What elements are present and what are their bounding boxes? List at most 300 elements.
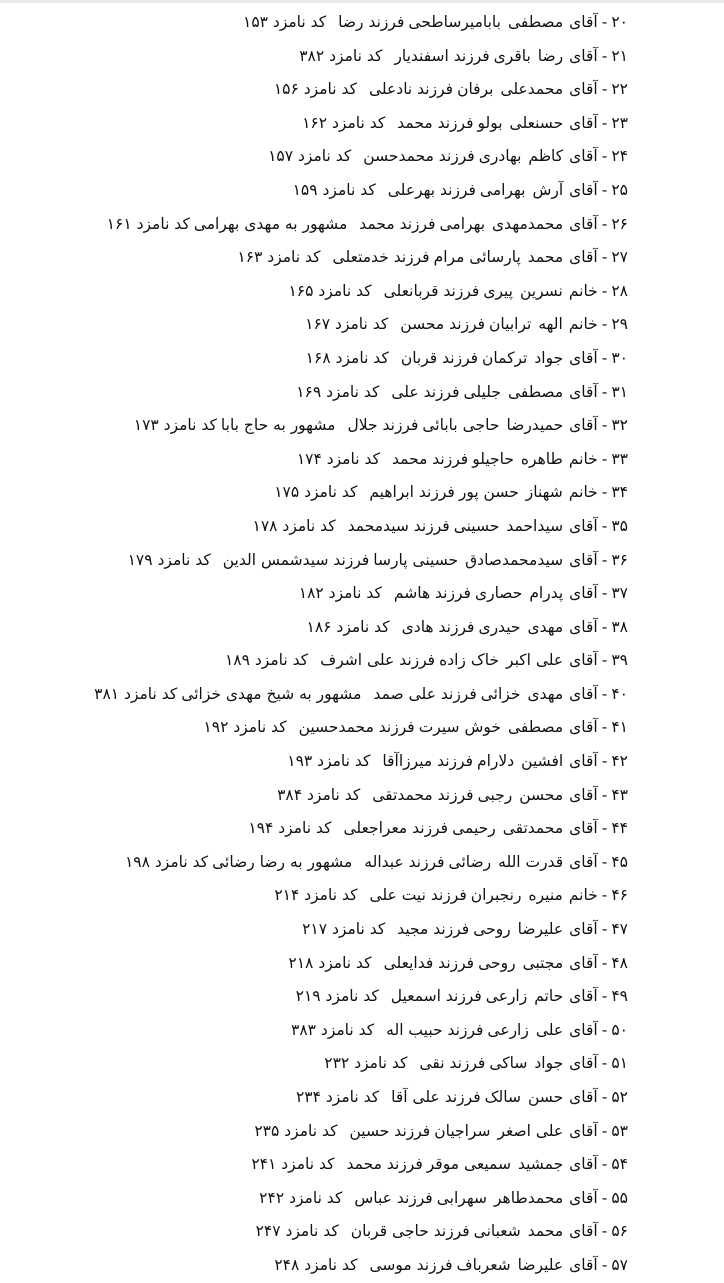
first-name: علیرضا bbox=[517, 1255, 564, 1274]
first-name: مهدی bbox=[527, 617, 564, 636]
first-name: محمدمهدی bbox=[492, 214, 564, 233]
candidate-code: کد نامزد ۳۸۲ bbox=[299, 46, 383, 65]
candidate-code: کد نامزد ۱۶۱ bbox=[106, 214, 190, 233]
father-name: فرزند محمدحسن bbox=[363, 147, 475, 166]
row-number: ۳۷ bbox=[611, 584, 628, 603]
first-name: شهناز bbox=[525, 483, 563, 502]
father-name: فرزند نقی bbox=[419, 1054, 486, 1073]
first-name: محمدعلی bbox=[500, 80, 564, 99]
row-separator: - bbox=[601, 617, 608, 636]
row-separator: - bbox=[601, 13, 608, 31]
row-separator: - bbox=[601, 718, 608, 737]
row-separator: - bbox=[601, 449, 608, 468]
honorific: آقای bbox=[569, 852, 598, 871]
candidate-row bbox=[0, 779, 628, 813]
last-name: رنجبران bbox=[470, 886, 522, 905]
father-name: فرزند محمد bbox=[397, 113, 474, 132]
candidate-row bbox=[0, 140, 628, 174]
honorific: آقای bbox=[569, 1222, 598, 1241]
last-name: خوش سیرت bbox=[418, 718, 501, 737]
father-name: فرزند جلال bbox=[347, 416, 419, 435]
candidate-code: کد نامزد ۲۴۲ bbox=[259, 1188, 343, 1207]
honorific: آقای bbox=[569, 651, 598, 670]
last-name: سالک bbox=[484, 1088, 521, 1106]
candidate-row bbox=[0, 342, 628, 376]
father-name: فرزند سیدشمس الدین bbox=[222, 550, 370, 569]
last-name: بابامیرساطحی bbox=[408, 13, 501, 31]
last-name: حسینی پارسا bbox=[373, 550, 459, 569]
candidate-row bbox=[0, 846, 628, 880]
last-name: بهرامی bbox=[439, 214, 486, 233]
first-name: رضا bbox=[537, 46, 564, 65]
row-number: ۳۳ bbox=[611, 449, 628, 468]
row-separator: - bbox=[601, 348, 608, 367]
father-name: فرزند فدایعلی bbox=[383, 953, 475, 972]
honorific: آقای bbox=[569, 1155, 598, 1174]
row-number: ۳۲ bbox=[611, 416, 628, 435]
father-name: فرزند بهرعلی bbox=[387, 180, 476, 199]
father-name: فرزند محمدحسین bbox=[298, 718, 415, 737]
last-name: زارعی bbox=[485, 987, 528, 1006]
candidate-row bbox=[0, 1115, 628, 1149]
candidate-row bbox=[0, 510, 628, 544]
candidate-code: کد نامزد ۱۷۸ bbox=[252, 516, 336, 535]
father-name: فرزند محمدتقی bbox=[372, 785, 474, 804]
honorific: آقای bbox=[569, 248, 598, 267]
row-separator: - bbox=[601, 920, 608, 939]
candidate-row bbox=[0, 577, 628, 611]
honorific: خانم bbox=[568, 449, 598, 468]
candidate-row bbox=[0, 947, 628, 981]
honorific: آقای bbox=[569, 46, 598, 65]
candidate-row bbox=[0, 1047, 628, 1081]
father-name: فرزند معراجعلی bbox=[343, 819, 449, 838]
father-name: فرزند ابراهیم bbox=[369, 483, 455, 502]
first-name: سیدمحمدصادق bbox=[465, 550, 564, 569]
candidate-code: کد نامزد ۲۴۷ bbox=[255, 1222, 339, 1241]
father-name: فرزند محمد bbox=[391, 449, 469, 468]
father-name: فرزند سیدمحمد bbox=[347, 516, 450, 535]
row-number: ۲۵ bbox=[611, 180, 628, 199]
row-separator: - bbox=[601, 516, 608, 535]
row-separator: - bbox=[601, 651, 608, 670]
candidate-row bbox=[0, 476, 628, 510]
honorific: آقای bbox=[569, 113, 598, 132]
candidate-row bbox=[0, 241, 628, 275]
father-name: فرزند قربان bbox=[400, 348, 479, 367]
honorific: خانم bbox=[568, 281, 598, 300]
father-name: فرزند محمد bbox=[346, 1155, 423, 1174]
row-separator: - bbox=[601, 1054, 608, 1073]
candidate-row bbox=[0, 6, 628, 40]
candidate-code: کد نامزد ۱۹۲ bbox=[203, 718, 287, 737]
candidate-row bbox=[0, 73, 628, 107]
honorific: آقای bbox=[569, 718, 598, 737]
row-separator: - bbox=[601, 584, 608, 603]
first-name: محمدطاهر bbox=[493, 1188, 564, 1207]
known-as: مشهور به شیخ مهدی خزائی bbox=[181, 684, 362, 703]
first-name: پدرام bbox=[529, 584, 564, 603]
known-as: مشهور به مهدی بهرامی bbox=[193, 214, 348, 233]
honorific: آقای bbox=[569, 550, 598, 569]
honorific: آقای bbox=[569, 920, 598, 939]
row-number: ۳۰ bbox=[611, 348, 628, 367]
row-number: ۲۷ bbox=[611, 248, 628, 267]
row-number: ۵۷ bbox=[611, 1255, 628, 1274]
row-separator: - bbox=[601, 953, 608, 972]
honorific: آقای bbox=[569, 1255, 598, 1274]
row-number: ۴۳ bbox=[611, 785, 628, 804]
row-number: ۳۶ bbox=[611, 550, 628, 569]
row-number: ۲۹ bbox=[611, 315, 628, 334]
father-name: فرزند علی صمد bbox=[373, 684, 477, 703]
candidate-code: کد نامزد ۱۵۳ bbox=[243, 13, 327, 31]
last-name: حسن پور bbox=[458, 483, 519, 502]
last-name: حصاری bbox=[474, 584, 523, 603]
father-name: فرزند قربانعلی bbox=[383, 281, 480, 300]
first-name: کاظم bbox=[528, 147, 564, 166]
last-name: شعرباف bbox=[456, 1255, 511, 1274]
father-name: فرزند رضا bbox=[338, 13, 405, 31]
first-name: حاتم bbox=[534, 987, 564, 1006]
first-name: مصطفی bbox=[507, 718, 564, 737]
candidate-code: کد نامزد ۲۳۲ bbox=[324, 1054, 408, 1073]
first-name: محمد bbox=[527, 248, 564, 267]
honorific: آقای bbox=[569, 953, 598, 972]
row-number: ۵۳ bbox=[611, 1121, 628, 1140]
last-name: روحی bbox=[478, 953, 516, 972]
last-name: برفان bbox=[457, 80, 494, 99]
last-name: حیدری bbox=[478, 617, 521, 636]
first-name: علی اصغر bbox=[497, 1121, 564, 1140]
father-name: فرزند اسمعیل bbox=[390, 987, 482, 1006]
father-name: فرزند هادی bbox=[401, 617, 475, 636]
candidate-row bbox=[0, 711, 628, 745]
row-number: ۴۷ bbox=[611, 920, 628, 939]
first-name: علی اکبر bbox=[506, 651, 564, 670]
last-name: سهرابی bbox=[436, 1188, 487, 1207]
candidate-code: کد نامزد ۱۵۹ bbox=[292, 180, 376, 199]
row-separator: - bbox=[601, 80, 608, 99]
honorific: خانم bbox=[568, 315, 598, 334]
candidate-row bbox=[0, 745, 628, 779]
last-name: خاک زاده bbox=[439, 651, 500, 670]
row-number: ۴۹ bbox=[611, 987, 628, 1006]
last-name: سمیعی موقر bbox=[426, 1155, 511, 1174]
page-top-edge bbox=[0, 0, 724, 3]
candidate-row bbox=[0, 1014, 628, 1048]
candidate-row bbox=[0, 1148, 628, 1182]
row-separator: - bbox=[601, 483, 608, 502]
row-number: ۲۴ bbox=[611, 147, 628, 166]
candidate-row bbox=[0, 1215, 628, 1249]
candidate-code: کد نامزد ۱۷۵ bbox=[274, 483, 358, 502]
last-name: بهرامی bbox=[479, 180, 526, 199]
row-number: ۴۸ bbox=[611, 953, 628, 972]
honorific: آقای bbox=[569, 1121, 598, 1140]
last-name: شعبانی bbox=[473, 1222, 521, 1241]
last-name: رجبی bbox=[477, 785, 513, 804]
last-name: پارسائی مرام bbox=[433, 248, 521, 267]
row-number: ۲۶ bbox=[611, 214, 628, 233]
father-name: فرزند نیت علی bbox=[369, 886, 467, 905]
row-number: ۳۴ bbox=[611, 483, 628, 502]
row-separator: - bbox=[601, 147, 608, 166]
row-number: ۲۰ bbox=[611, 13, 628, 31]
candidate-code: کد نامزد ۳۸۱ bbox=[94, 684, 178, 703]
candidate-list bbox=[0, 6, 628, 1283]
last-name: ترکمان bbox=[482, 348, 528, 367]
row-separator: - bbox=[601, 987, 608, 1006]
first-name: محمد bbox=[527, 1222, 564, 1241]
row-number: ۴۰ bbox=[611, 684, 628, 703]
candidate-code: کد نامزد ۱۶۲ bbox=[302, 113, 386, 132]
father-name: فرزند محسن bbox=[400, 315, 486, 334]
honorific: آقای bbox=[569, 785, 598, 804]
last-name: ساکی bbox=[489, 1054, 528, 1073]
candidate-code: کد نامزد ۲۱۸ bbox=[288, 953, 372, 972]
father-name: فرزند حبیب اله bbox=[386, 1020, 484, 1039]
honorific: آقای bbox=[569, 1054, 598, 1073]
row-separator: - bbox=[601, 248, 608, 267]
honorific: آقای bbox=[569, 416, 598, 435]
honorific: خانم bbox=[568, 483, 598, 502]
candidate-row bbox=[0, 678, 628, 712]
row-separator: - bbox=[601, 852, 608, 871]
first-name: جواد bbox=[534, 348, 564, 367]
honorific: آقای bbox=[569, 819, 598, 838]
candidate-code: کد نامزد ۲۴۸ bbox=[274, 1255, 358, 1274]
candidate-row bbox=[0, 913, 628, 947]
candidate-row bbox=[0, 980, 628, 1014]
last-name: پیری bbox=[483, 281, 513, 300]
first-name: منیره bbox=[528, 886, 563, 905]
candidate-row bbox=[0, 208, 628, 242]
first-name: سیداحمد bbox=[506, 516, 564, 535]
father-name: فرزند عباس bbox=[354, 1188, 433, 1207]
candidate-code: کد نامزد ۲۳۴ bbox=[295, 1088, 380, 1106]
first-name: حمیدرضا bbox=[506, 416, 564, 435]
first-name: مصطفی bbox=[507, 382, 564, 401]
first-name: نسرین bbox=[520, 281, 563, 300]
row-separator: - bbox=[601, 819, 608, 838]
father-name: فرزند مجید bbox=[397, 920, 470, 939]
father-name: فرزند میرزاآقا bbox=[382, 752, 473, 771]
row-number: ۵۶ bbox=[611, 1222, 628, 1241]
first-name: حسن bbox=[527, 1088, 564, 1106]
last-name: حاجیلو bbox=[472, 449, 514, 468]
row-number: ۴۱ bbox=[611, 718, 628, 737]
honorific: خانم bbox=[568, 886, 598, 905]
last-name: بهادری bbox=[478, 147, 522, 166]
candidate-row bbox=[0, 812, 628, 846]
father-name: فرزند اسفندیار bbox=[394, 46, 490, 65]
first-name: حسنعلی bbox=[509, 113, 564, 132]
first-name: محمدتقی bbox=[502, 819, 564, 838]
candidate-row bbox=[0, 1249, 628, 1283]
candidate-row bbox=[0, 308, 628, 342]
candidate-code: کد نامزد ۳۸۳ bbox=[291, 1020, 375, 1039]
row-number: ۵۵ bbox=[611, 1188, 628, 1207]
candidate-code: کد نامزد ۲۱۹ bbox=[295, 987, 379, 1006]
row-separator: - bbox=[601, 752, 608, 771]
row-separator: - bbox=[601, 684, 608, 703]
father-name: فرزند عبداله bbox=[364, 852, 445, 871]
candidate-code: کد نامزد ۲۱۴ bbox=[274, 886, 358, 905]
candidate-code: کد نامزد ۱۶۳ bbox=[237, 248, 321, 267]
candidate-row bbox=[0, 544, 628, 578]
honorific: آقای bbox=[569, 147, 598, 166]
last-name: بولو bbox=[477, 113, 503, 132]
honorific: آقای bbox=[569, 752, 598, 771]
honorific: آقای bbox=[569, 382, 598, 401]
honorific: آقای bbox=[569, 180, 598, 199]
first-name: مهدی bbox=[527, 684, 564, 703]
honorific: آقای bbox=[569, 80, 598, 99]
row-separator: - bbox=[601, 214, 608, 233]
row-number: ۳۵ bbox=[611, 516, 628, 535]
honorific: آقای bbox=[569, 214, 598, 233]
father-name: فرزند علی bbox=[391, 382, 460, 401]
candidate-code: کد نامزد ۱۸۶ bbox=[306, 617, 390, 636]
row-separator: - bbox=[601, 785, 608, 804]
father-name: فرزند علی اشرف bbox=[320, 651, 436, 670]
father-name: فرزند هاشم bbox=[393, 584, 471, 603]
row-number: ۲۳ bbox=[611, 113, 628, 132]
candidate-code: کد نامزد ۱۶۹ bbox=[296, 382, 380, 401]
candidate-row bbox=[0, 443, 628, 477]
candidate-code: کد نامزد ۱۷۴ bbox=[296, 449, 380, 468]
father-name: فرزند موسی bbox=[369, 1255, 453, 1274]
row-number: ۴۵ bbox=[611, 852, 628, 871]
last-name: رضائی bbox=[448, 852, 492, 871]
last-name: روحی bbox=[473, 920, 511, 939]
candidate-code: کد نامزد ۱۹۴ bbox=[248, 819, 332, 838]
known-as: مشهور به حاج بابا bbox=[220, 416, 336, 435]
father-name: فرزند محمد bbox=[359, 214, 436, 233]
candidate-code: کد نامزد ۳۸۴ bbox=[277, 785, 361, 804]
row-number: ۵۱ bbox=[611, 1054, 628, 1073]
candidate-row bbox=[0, 174, 628, 208]
row-number: ۲۲ bbox=[611, 80, 628, 99]
honorific: آقای bbox=[569, 584, 598, 603]
father-name: فرزند نادعلی bbox=[369, 80, 454, 99]
first-name: علی bbox=[535, 1020, 564, 1039]
row-separator: - bbox=[601, 416, 608, 435]
row-number: ۴۴ bbox=[611, 819, 628, 838]
row-separator: - bbox=[601, 1088, 608, 1106]
honorific: آقای bbox=[569, 516, 598, 535]
candidate-row bbox=[0, 1182, 628, 1216]
father-name: فرزند خدمتعلی bbox=[332, 248, 430, 267]
candidate-row bbox=[0, 879, 628, 913]
first-name: آرش bbox=[532, 180, 564, 199]
first-name: مجتبی bbox=[522, 953, 564, 972]
row-number: ۵۲ bbox=[611, 1088, 628, 1106]
row-separator: - bbox=[601, 281, 608, 300]
row-number: ۲۸ bbox=[611, 281, 628, 300]
candidate-code: کد نامزد ۱۵۶ bbox=[273, 80, 357, 99]
row-separator: - bbox=[601, 1188, 608, 1207]
honorific: آقای bbox=[569, 1020, 598, 1039]
row-separator: - bbox=[601, 1222, 608, 1241]
father-name: فرزند حسین bbox=[349, 1121, 431, 1140]
candidate-code: کد نامزد ۱۸۹ bbox=[224, 651, 309, 670]
row-number: ۳۱ bbox=[611, 382, 628, 401]
first-name: جمشید bbox=[517, 1155, 564, 1174]
first-name: جواد bbox=[534, 1054, 564, 1073]
row-separator: - bbox=[601, 550, 608, 569]
honorific: آقای bbox=[569, 348, 598, 367]
father-name: فرزند حاجی قربان bbox=[350, 1222, 470, 1241]
row-separator: - bbox=[601, 180, 608, 199]
row-number: ۴۶ bbox=[611, 886, 628, 905]
row-separator: - bbox=[601, 1121, 608, 1140]
last-name: دلارام bbox=[477, 752, 515, 771]
candidate-row bbox=[0, 275, 628, 309]
candidate-code: کد نامزد ۱۶۵ bbox=[288, 281, 372, 300]
candidate-row bbox=[0, 107, 628, 141]
candidate-code: کد نامزد ۲۴۱ bbox=[251, 1155, 335, 1174]
candidate-code: کد نامزد ۱۷۳ bbox=[133, 416, 217, 435]
candidate-row bbox=[0, 644, 628, 678]
first-name: طاهره bbox=[520, 449, 563, 468]
first-name: محسن bbox=[519, 785, 564, 804]
row-separator: - bbox=[601, 1155, 608, 1174]
row-number: ۲۱ bbox=[611, 46, 628, 65]
father-name: فرزند علی آقا bbox=[391, 1088, 481, 1106]
honorific: آقای bbox=[569, 1088, 598, 1106]
last-name: زارعی bbox=[487, 1020, 529, 1039]
row-number: ۵۴ bbox=[611, 1155, 628, 1174]
candidate-code: کد نامزد ۱۸۲ bbox=[298, 584, 382, 603]
candidate-code: کد نامزد ۱۵۷ bbox=[268, 147, 352, 166]
last-name: حاجی بابائی bbox=[422, 416, 500, 435]
row-number: ۳۹ bbox=[611, 651, 628, 670]
row-number: ۵۰ bbox=[611, 1020, 628, 1039]
honorific: آقای bbox=[569, 684, 598, 703]
candidate-code: کد نامزد ۲۱۷ bbox=[302, 920, 386, 939]
last-name: حسینی bbox=[453, 516, 500, 535]
row-separator: - bbox=[601, 1255, 608, 1274]
candidate-code: کد نامزد ۱۹۳ bbox=[287, 752, 371, 771]
row-separator: - bbox=[601, 382, 608, 401]
first-name: الهه bbox=[538, 315, 563, 334]
row-separator: - bbox=[601, 1020, 608, 1039]
row-number: ۴۲ bbox=[611, 752, 628, 771]
last-name: رحیمی bbox=[452, 819, 496, 838]
last-name: ترابیان bbox=[489, 315, 532, 334]
first-name: افشین bbox=[521, 752, 564, 771]
candidate-row bbox=[0, 376, 628, 410]
last-name: جلیلی bbox=[463, 382, 501, 401]
row-separator: - bbox=[601, 886, 608, 905]
row-number: ۳۸ bbox=[611, 617, 628, 636]
last-name: باقری bbox=[493, 46, 531, 65]
candidate-code: کد نامزد ۱۹۸ bbox=[124, 852, 209, 871]
row-separator: - bbox=[601, 46, 608, 65]
candidate-row bbox=[0, 40, 628, 74]
candidate-row bbox=[0, 409, 628, 443]
honorific: آقای bbox=[569, 617, 598, 636]
last-name: خزائی bbox=[480, 684, 521, 703]
candidate-code: کد نامزد ۱۶۷ bbox=[305, 315, 389, 334]
first-name: علیرضا bbox=[517, 920, 564, 939]
last-name: سراجیان bbox=[434, 1121, 491, 1140]
candidate-code: کد نامزد ۱۶۸ bbox=[305, 348, 389, 367]
candidate-row bbox=[0, 1081, 628, 1115]
honorific: آقای bbox=[569, 987, 598, 1006]
